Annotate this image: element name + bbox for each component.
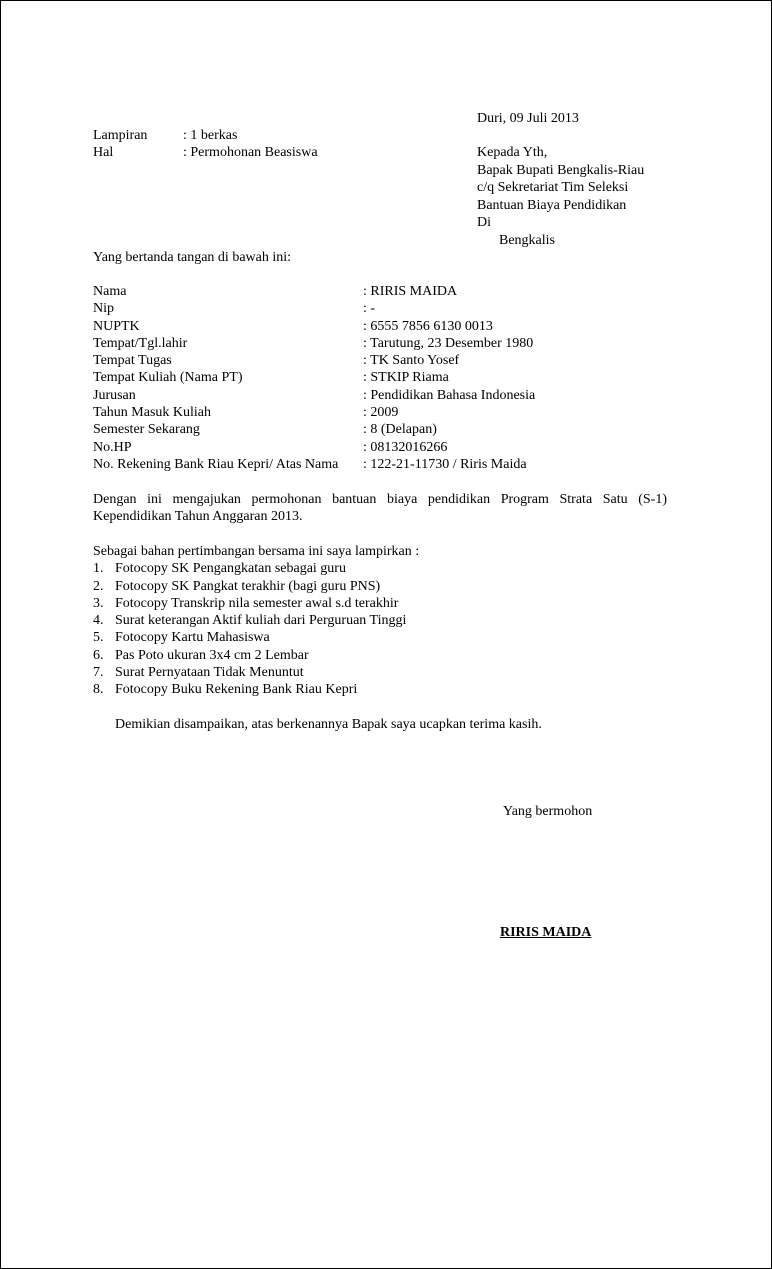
field-value: : 6555 7856 6130 0013: [363, 318, 493, 334]
list-number: 8.: [93, 682, 104, 698]
list-number: 3.: [93, 595, 104, 611]
recipient-line: Di: [477, 215, 491, 230]
field-row: [93, 352, 693, 369]
list-text: Pas Poto ukuran 3x4 cm 2 Lembar: [115, 647, 309, 663]
field-label: Semester Sekarang: [93, 422, 200, 438]
field-label: Tempat/Tgl.lahir: [93, 335, 188, 351]
field-label: No.HP: [93, 439, 132, 455]
field-row: [93, 283, 693, 300]
field-label: Tempat Tugas: [93, 353, 172, 369]
list-text: Fotocopy SK Pangkat terakhir (bagi guru PNS): [115, 578, 381, 594]
field-row: [93, 335, 693, 352]
list-text: Surat keterangan Aktif kuliah dari Perguruan Tinggi: [115, 613, 407, 629]
lampiran-value: : 1 berkas: [183, 128, 238, 143]
field-value: : 8 (Delapan): [363, 422, 437, 438]
field-label: Tempat Kuliah (Nama PT): [93, 370, 243, 386]
letter-page: Duri, 09 Juli 2013 Lampiran : 1 berkas Hal : Permohonan Beasiswa Kepada Yth, Bapak Bupati Bengkalis-Riau c/q Sekretariat Tim Seleksi Bantuan Biaya Pendidikan Di Bengkalis Yang bertanda tangan di bawah ini: Nama : RIRIS MAIDA Nip : - NUPTK : 6555 7856 6130 0013 Tempat/Tgl.lahir : Tarutung, 23 Desember 1980 Tempat Tugas : TK Santo Yosef Tempat Kuliah (Nama PT) : STKIP Riama Jurusan : Pendidikan Bahasa Indonesia Tahun Masuk Kuliah : 2009 Semester Sekarang : 8 (Delapan) No.HP : 08132016266 No. Rekening Bank Riau Kepri/ Atas Nama : 122-21-11730 / Riris Maida Dengan ini mengajukan permohonan bantuan biaya pendidikan Program Strata Satu (S-1) Kependidikan Tahun Anggaran 2013. Sebagai bahan pertimbangan bersama ini saya lampirkan : 1. Fotocopy SK Pengangkatan sebagai guru 2. Fotocopy SK Pangkat terakhir (bagi guru PNS) 3. Fotocopy Transkrip nila semester awal s.d terakhir 4. Surat keterangan Aktif kuliah dari Perguruan Tinggi 5. Fotocopy Kartu Mahasiswa 6. Pas Poto ukuran 3x4 cm 2 Lembar 7. Surat Pernyataan Tidak Menuntut 8. Fotocopy Buku Rekening Bank Riau Kepri Demikian disampaikan, atas berkenannya Bapak saya ucapkan terima kasih. Yang bermohon RIRIS MAIDA: [0, 0, 772, 1269]
list-text: Fotocopy SK Pengangkatan sebagai guru: [115, 561, 346, 577]
field-label: Nama: [93, 284, 127, 299]
list-text: Fotocopy Kartu Mahasiswa: [115, 630, 270, 646]
field-row: [93, 369, 693, 386]
list-text: Surat Pernyataan Tidak Menuntut: [115, 665, 304, 681]
hal-label: Hal: [93, 145, 114, 160]
recipient-line: c/q Sekretariat Tim Seleksi: [477, 180, 629, 195]
closing-text: Demikian disampaikan, atas berkenannya Bapak saya ucapkan terima kasih.: [115, 717, 542, 732]
field-label: Nip: [93, 301, 114, 317]
field-label: NUPTK: [93, 318, 140, 334]
list-number: 7.: [93, 665, 104, 681]
recipient-block: [477, 144, 644, 249]
recipient-line: Bantuan Biaya Pendidikan: [477, 197, 627, 213]
list-number: 2.: [93, 578, 104, 594]
field-value: : 122-21-11730 / Riris Maida: [363, 456, 527, 472]
field-value: : 08132016266: [363, 439, 448, 455]
field-row: [93, 404, 693, 421]
field-value: : Tarutung, 23 Desember 1980: [363, 335, 534, 351]
recipient-line: Bapak Bupati Bengkalis-Riau: [477, 162, 645, 178]
field-value: : Pendidikan Bahasa Indonesia: [363, 387, 536, 403]
field-row: [93, 456, 693, 473]
field-value: : 2009: [363, 405, 399, 421]
intro-text: Yang bertanda tangan di bawah ini:: [93, 250, 292, 265]
list-text: Fotocopy Transkrip nila semester awal s.d terakhir: [115, 595, 399, 611]
field-value: : STKIP Riama: [363, 370, 449, 386]
field-row: [93, 387, 693, 404]
field-value: : RIRIS MAIDA: [363, 284, 458, 299]
list-number: 6.: [93, 647, 104, 663]
field-row: [93, 318, 693, 335]
field-label: No. Rekening Bank Riau Kepri/ Atas Nama: [93, 456, 339, 472]
recipient-line: Kepada Yth,: [477, 145, 548, 160]
list-number: 5.: [93, 630, 104, 646]
list-number: 1.: [93, 561, 104, 577]
recipient-city: Bengkalis: [499, 232, 555, 248]
signature-label: Yang bermohon: [503, 804, 593, 819]
field-row: [93, 421, 693, 438]
field-row: [93, 439, 693, 456]
lampiran-label: Lampiran: [93, 128, 148, 143]
identity-fields: [93, 283, 693, 473]
signer-name: RIRIS MAIDA: [500, 925, 592, 940]
field-row: [93, 300, 693, 317]
hal-value: : Permohonan Beasiswa: [183, 145, 318, 160]
request-paragraph: Dengan ini mengajukan permohonan bantuan biaya pendidikan Program Strata Satu (S-1) Kependidikan Tahun Anggaran 2013.: [93, 492, 667, 524]
place-date: Duri, 09 Juli 2013: [477, 111, 579, 126]
field-value: : TK Santo Yosef: [363, 353, 460, 369]
field-value: : -: [363, 301, 376, 317]
list-text: Fotocopy Buku Rekening Bank Riau Kepri: [115, 682, 358, 698]
field-label: Jurusan: [93, 387, 136, 403]
field-label: Tahun Masuk Kuliah: [93, 405, 212, 421]
list-number: 4.: [93, 613, 104, 629]
